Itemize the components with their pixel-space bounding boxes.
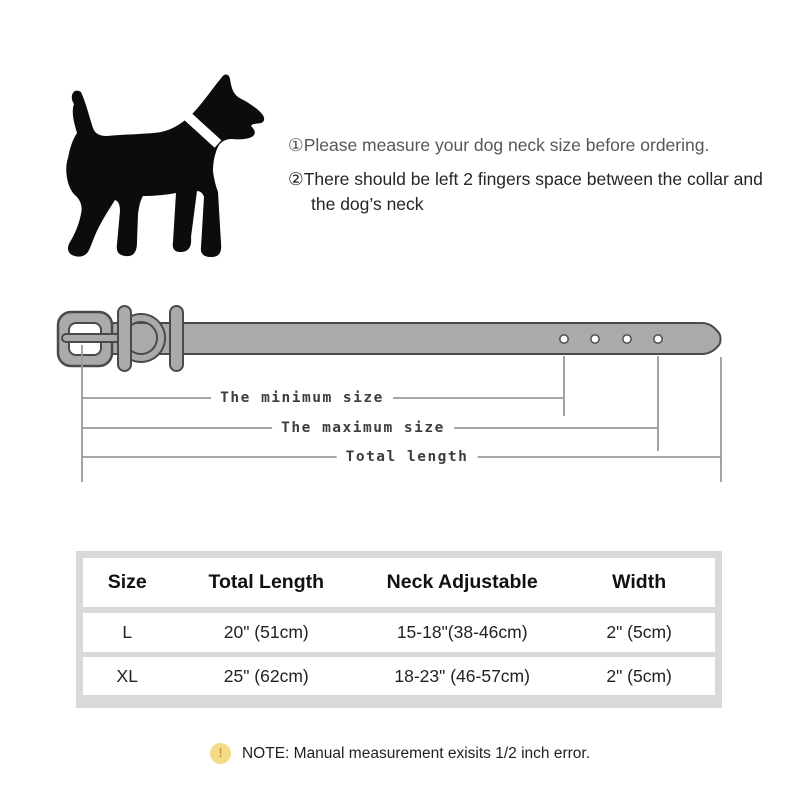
- header-width: Width: [612, 571, 667, 593]
- label-total-length: Total length: [337, 449, 478, 465]
- cell-total-length: 20" (51cm): [223, 622, 309, 642]
- instruction-note-1: ①Please measure your dog neck size before ordering.: [288, 135, 710, 155]
- footer-note: [0, 743, 800, 764]
- collar-buckle-prong: [62, 334, 120, 342]
- cell-width: 2" (5cm): [606, 622, 672, 642]
- instruction-notes: [288, 133, 774, 217]
- size-table-header-row: [83, 558, 715, 607]
- label-minimum-size: The minimum size: [211, 390, 393, 406]
- footer-note-text: NOTE: Manual measurement exisits 1/2 inch error.: [241, 744, 591, 762]
- cell-size: L: [122, 622, 133, 642]
- size-table: [76, 551, 722, 708]
- label-maximum-size: The maximum size: [272, 420, 454, 436]
- cell-width: 2" (5cm): [606, 665, 672, 686]
- collar-keeper-loop-1: [118, 306, 131, 371]
- cell-size: XL: [116, 665, 138, 686]
- cell-total-length: 25" (62cm): [223, 665, 309, 686]
- collar-diagram: [40, 300, 760, 500]
- header-size: Size: [107, 571, 147, 593]
- table-row: [83, 657, 715, 695]
- collar-keeper-loop-2: [170, 306, 183, 371]
- warning-icon: !: [210, 743, 231, 764]
- instruction-note-2: ②There should be left 2 fingers space between the collar and the dog’s neck: [288, 169, 763, 214]
- table-row: [83, 613, 715, 652]
- header-neck-adjustable: Neck Adjustable: [386, 571, 538, 593]
- cell-neck-adjustable: 15-18"(38-46cm): [396, 622, 528, 642]
- cell-neck-adjustable: 18-23" (46-57cm): [394, 665, 530, 686]
- dog-silhouette-icon: [60, 70, 270, 268]
- header-total-length: Total Length: [208, 571, 325, 593]
